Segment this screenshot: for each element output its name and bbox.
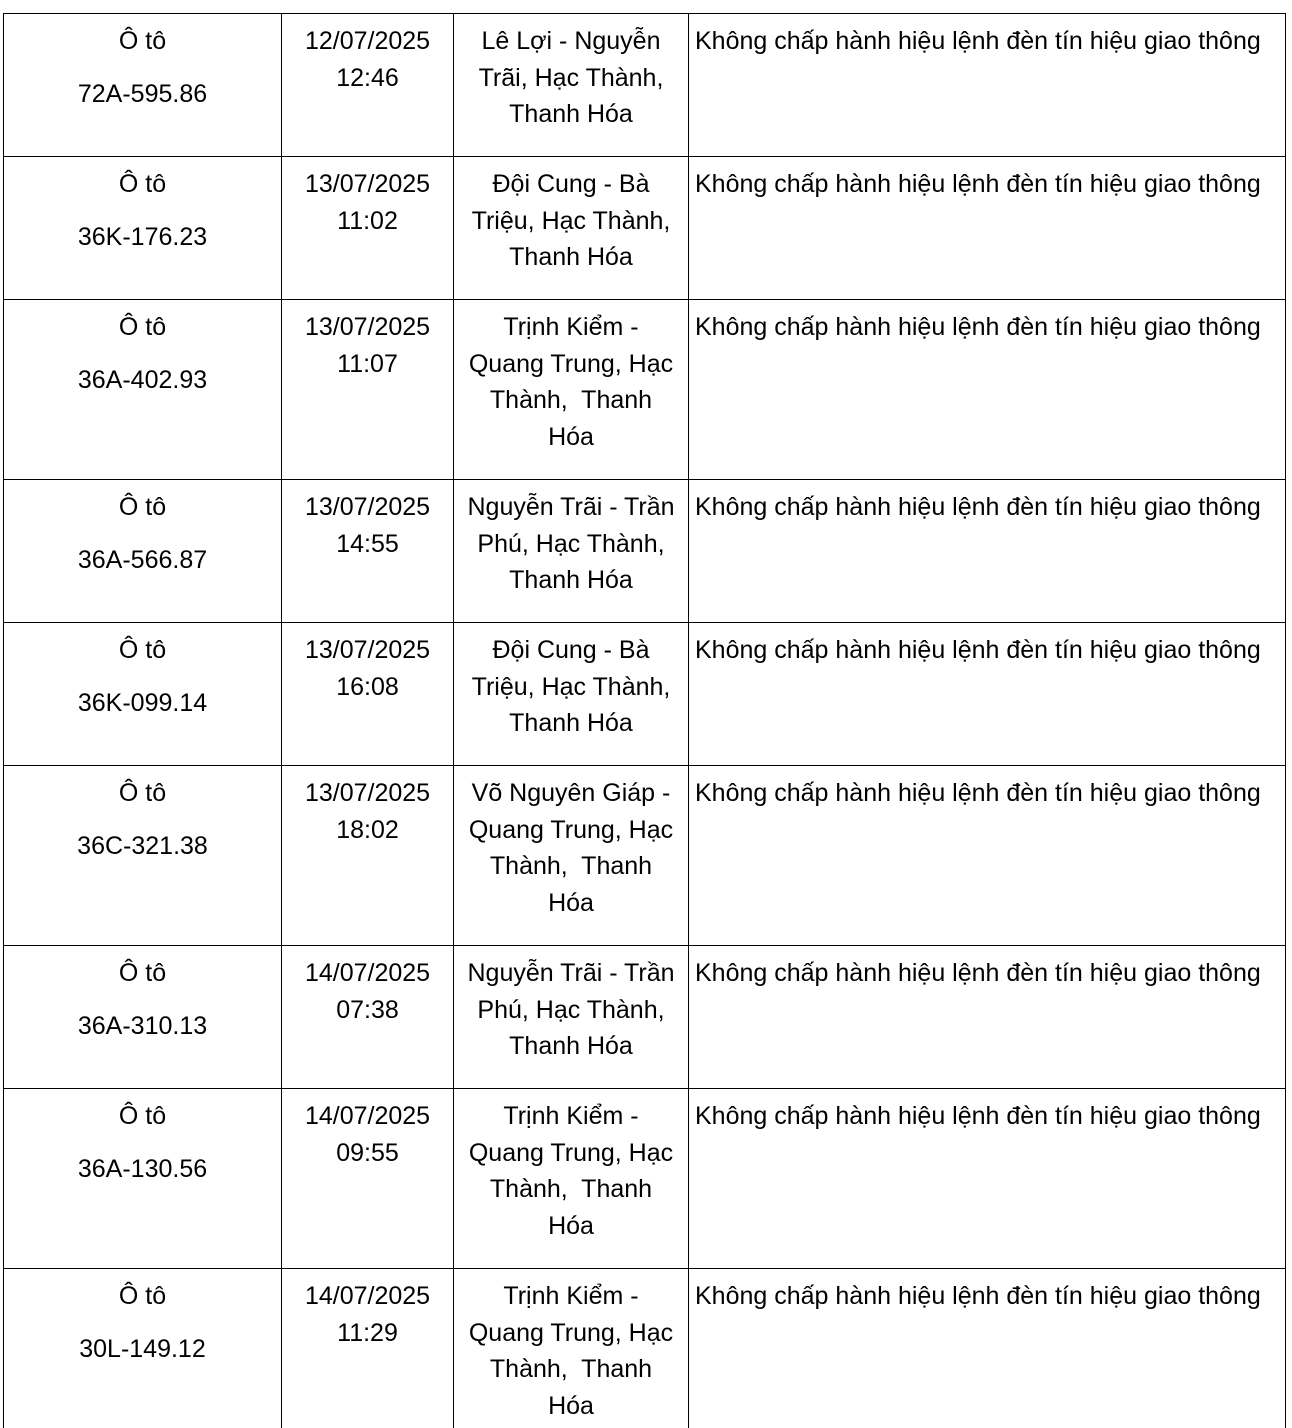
license-plate: 36K-099.14 (10, 685, 275, 722)
datetime-cell (282, 480, 454, 623)
violation-date: 13/07/2025 (288, 489, 447, 526)
violation-cell (689, 946, 1286, 1089)
location-line: Quang Trung, Hạc (460, 1315, 682, 1352)
vehicle-cell (4, 300, 282, 480)
location-line: Phú, Hạc Thành, (460, 992, 682, 1029)
violation-description: Không chấp hành hiệu lệnh đèn tín hiệu giao thông (695, 313, 1261, 341)
violation-cell (689, 14, 1286, 157)
location-line: Thanh Hóa (460, 1028, 682, 1065)
violation-date: 13/07/2025 (288, 309, 447, 346)
license-plate: 36A-310.13 (10, 1008, 275, 1045)
location-cell (454, 300, 689, 480)
location-line: Thanh Hóa (460, 562, 682, 599)
violation-date: 14/07/2025 (288, 1098, 447, 1135)
violation-date: 13/07/2025 (288, 166, 447, 203)
violation-cell (689, 766, 1286, 946)
license-plate: 30L-149.12 (10, 1331, 275, 1368)
vehicle-cell (4, 14, 282, 157)
location-line: Thanh Hóa (460, 239, 682, 276)
license-plate: 36A-130.56 (10, 1151, 275, 1188)
location-line: Nguyễn Trãi - Trần (460, 489, 682, 526)
violation-time: 09:55 (288, 1135, 447, 1172)
violation-description: Không chấp hành hiệu lệnh đèn tín hiệu giao thông (695, 1102, 1261, 1130)
vehicle-type: Ô tô (10, 23, 275, 60)
table-row (4, 14, 1286, 157)
violation-date: 14/07/2025 (288, 955, 447, 992)
violation-cell (689, 1269, 1286, 1428)
table-row (4, 623, 1286, 766)
location-line: Thành, Thanh (460, 848, 682, 885)
datetime-cell (282, 14, 454, 157)
datetime-cell (282, 1269, 454, 1428)
location-line: Quang Trung, Hạc (460, 1135, 682, 1172)
location-line: Triệu, Hạc Thành, (460, 203, 682, 240)
violation-description: Không chấp hành hiệu lệnh đèn tín hiệu giao thông (695, 636, 1261, 664)
table-row (4, 766, 1286, 946)
location-line: Lê Lợi - Nguyễn (460, 23, 682, 60)
location-line: Thành, Thanh (460, 1351, 682, 1388)
license-plate: 72A-595.86 (10, 76, 275, 113)
datetime-cell (282, 946, 454, 1089)
vehicle-type: Ô tô (10, 632, 275, 669)
location-line: Thanh Hóa (460, 705, 682, 742)
datetime-cell (282, 623, 454, 766)
vehicle-cell (4, 1269, 282, 1428)
violation-time: 07:38 (288, 992, 447, 1029)
location-cell (454, 14, 689, 157)
vehicle-cell (4, 1089, 282, 1269)
location-line: Hóa (460, 419, 682, 456)
license-plate: 36K-176.23 (10, 219, 275, 256)
violation-date: 13/07/2025 (288, 632, 447, 669)
violation-time: 11:07 (288, 346, 447, 383)
violation-cell (689, 480, 1286, 623)
location-cell (454, 480, 689, 623)
table-row (4, 946, 1286, 1089)
table-row (4, 300, 1286, 480)
violation-cell (689, 1089, 1286, 1269)
location-cell (454, 1269, 689, 1428)
location-line: Võ Nguyên Giáp - (460, 775, 682, 812)
datetime-cell (282, 766, 454, 946)
license-plate: 36A-402.93 (10, 362, 275, 399)
location-line: Quang Trung, Hạc (460, 812, 682, 849)
violation-date: 12/07/2025 (288, 23, 447, 60)
location-line: Đội Cung - Bà (460, 166, 682, 203)
vehicle-type: Ô tô (10, 489, 275, 526)
violation-description: Không chấp hành hiệu lệnh đèn tín hiệu giao thông (695, 779, 1261, 807)
violation-date: 13/07/2025 (288, 775, 447, 812)
location-line: Nguyễn Trãi - Trần (460, 955, 682, 992)
violation-time: 14:55 (288, 526, 447, 563)
location-line: Triệu, Hạc Thành, (460, 669, 682, 706)
violation-time: 12:46 (288, 60, 447, 97)
violation-description: Không chấp hành hiệu lệnh đèn tín hiệu giao thông (695, 170, 1261, 198)
vehicle-cell (4, 157, 282, 300)
table-row (4, 1089, 1286, 1269)
violation-description: Không chấp hành hiệu lệnh đèn tín hiệu giao thông (695, 27, 1261, 55)
vehicle-cell (4, 623, 282, 766)
vehicle-type: Ô tô (10, 166, 275, 203)
datetime-cell (282, 1089, 454, 1269)
violation-description: Không chấp hành hiệu lệnh đèn tín hiệu giao thông (695, 493, 1261, 521)
location-cell (454, 766, 689, 946)
location-line: Thành, Thanh (460, 1171, 682, 1208)
location-line: Phú, Hạc Thành, (460, 526, 682, 563)
vehicle-type: Ô tô (10, 775, 275, 812)
datetime-cell (282, 157, 454, 300)
location-line: Hóa (460, 1208, 682, 1245)
location-cell (454, 1089, 689, 1269)
location-line: Hóa (460, 885, 682, 922)
location-line: Đội Cung - Bà (460, 632, 682, 669)
location-line: Thành, Thanh (460, 382, 682, 419)
violations-table (3, 13, 1286, 1428)
location-line: Trịnh Kiểm - (460, 1278, 682, 1315)
violation-time: 18:02 (288, 812, 447, 849)
violation-cell (689, 157, 1286, 300)
violation-description: Không chấp hành hiệu lệnh đèn tín hiệu giao thông (695, 959, 1261, 987)
violation-time: 11:29 (288, 1315, 447, 1352)
location-line: Quang Trung, Hạc (460, 346, 682, 383)
vehicle-type: Ô tô (10, 955, 275, 992)
violation-time: 16:08 (288, 669, 447, 706)
table-row (4, 157, 1286, 300)
location-line: Hóa (460, 1388, 682, 1425)
location-line: Trịnh Kiểm - (460, 309, 682, 346)
violations-table-body (4, 14, 1286, 1428)
location-line: Thanh Hóa (460, 96, 682, 133)
violation-cell (689, 623, 1286, 766)
location-cell (454, 946, 689, 1089)
violation-cell (689, 300, 1286, 480)
datetime-cell (282, 300, 454, 480)
violation-description: Không chấp hành hiệu lệnh đèn tín hiệu giao thông (695, 1282, 1261, 1310)
vehicle-type: Ô tô (10, 309, 275, 346)
vehicle-cell (4, 946, 282, 1089)
violation-date: 14/07/2025 (288, 1278, 447, 1315)
location-cell (454, 157, 689, 300)
location-cell (454, 623, 689, 766)
vehicle-type: Ô tô (10, 1278, 275, 1315)
table-row (4, 480, 1286, 623)
vehicle-type: Ô tô (10, 1098, 275, 1135)
table-row (4, 1269, 1286, 1428)
vehicle-cell (4, 480, 282, 623)
location-line: Trịnh Kiểm - (460, 1098, 682, 1135)
location-line: Trãi, Hạc Thành, (460, 60, 682, 97)
violation-time: 11:02 (288, 203, 447, 240)
license-plate: 36C-321.38 (10, 828, 275, 865)
vehicle-cell (4, 766, 282, 946)
license-plate: 36A-566.87 (10, 542, 275, 579)
